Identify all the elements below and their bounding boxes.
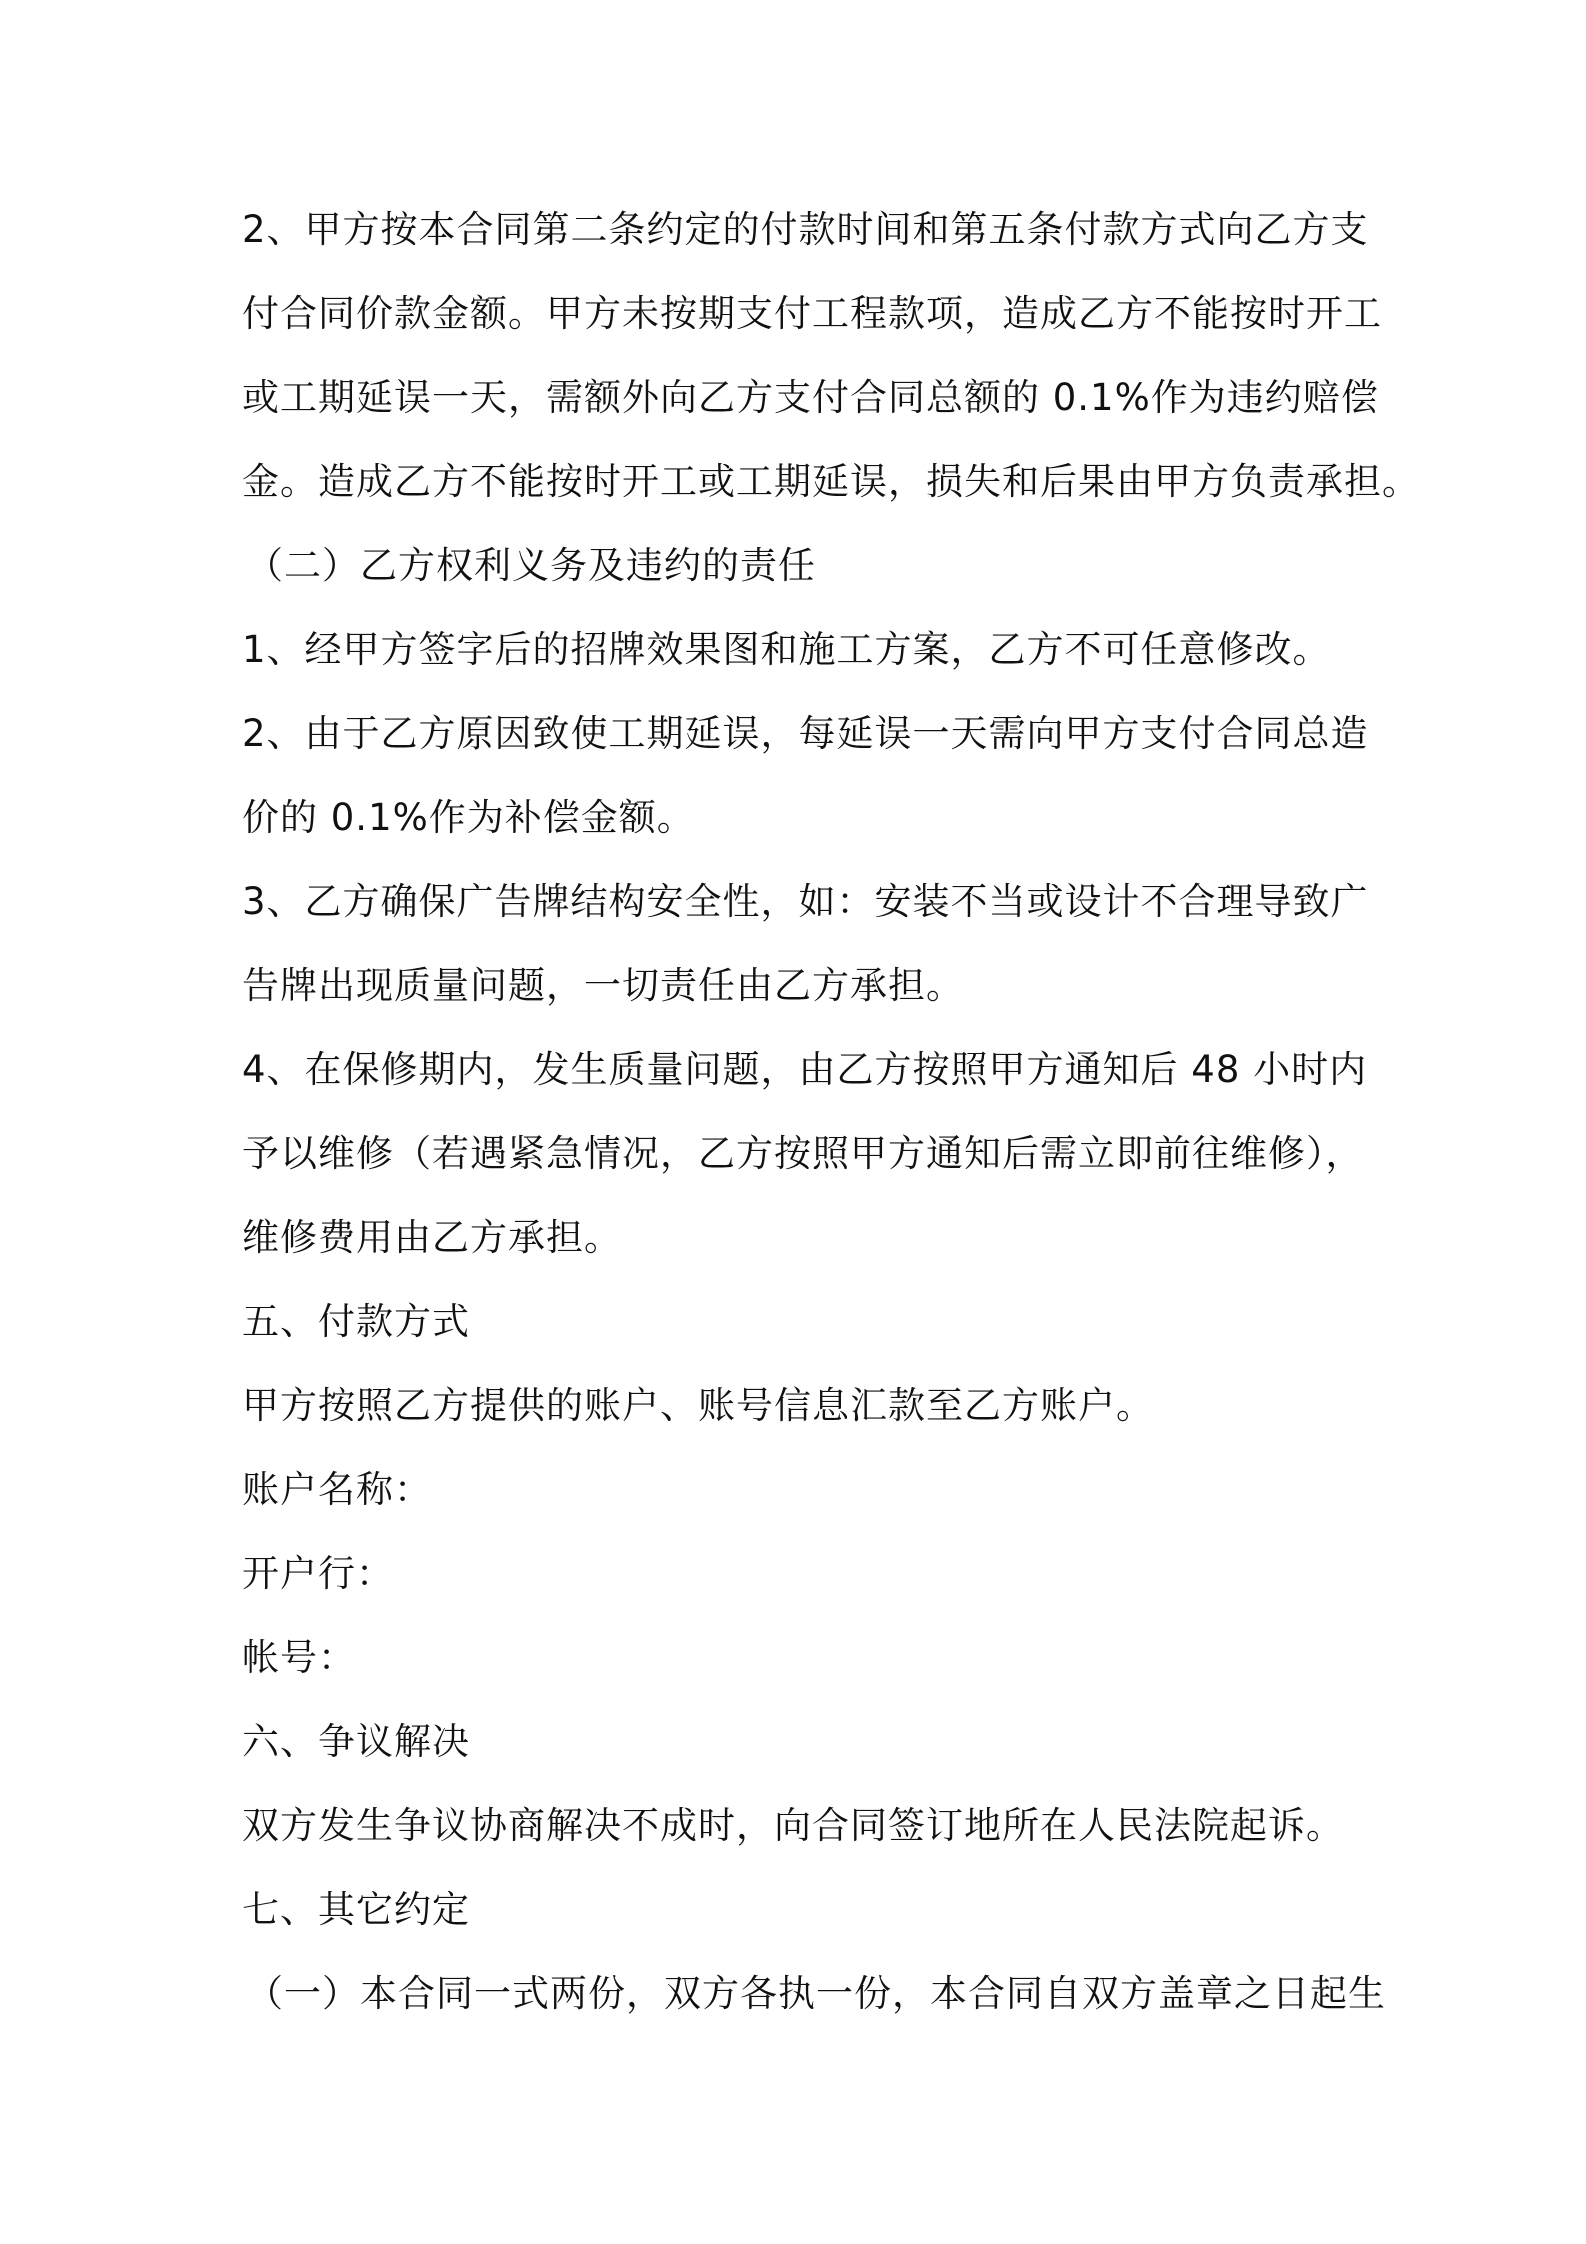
text-line: （一）本合同一式两份，双方各执一份，本合同自双方盖章之日起生 xyxy=(246,1972,1386,2015)
text-line: 2、甲方按本合同第二条约定的付款时间和第五条付款方式向乙方支 xyxy=(242,208,1369,251)
section-heading: （二）乙方权利义务及违约的责任 xyxy=(246,544,816,587)
text-line: 3、乙方确保广告牌结构安全性，如：安装不当或设计不合理导致广 xyxy=(242,880,1369,923)
text-line: 4、在保修期内，发生质量问题，由乙方按照甲方通知后 48 小时内 xyxy=(242,1048,1368,1091)
text-line: 告牌出现质量问题，一切责任由乙方承担。 xyxy=(242,964,964,1007)
text-line: 金。造成乙方不能按时开工或工期延误，损失和后果由甲方负责承担。 xyxy=(242,460,1420,503)
text-line: 双方发生争议协商解决不成时，向合同签订地所在人民法院起诉。 xyxy=(242,1804,1344,1847)
text-line: 予以维修（若遇紧急情况，乙方按照甲方通知后需立即前往维修）， xyxy=(242,1132,1364,1175)
account-number-label: 帐号： xyxy=(242,1636,356,1679)
text-line: 价的 0.1%作为补偿金额。 xyxy=(242,796,695,839)
text-line: 2、由于乙方原因致使工期延误，每延误一天需向甲方支付合同总造 xyxy=(242,712,1369,755)
text-line: 付合同价款金额。甲方未按期支付工程款项，造成乙方不能按时开工 xyxy=(242,292,1382,335)
text-line: 甲方按照乙方提供的账户、账号信息汇款至乙方账户。 xyxy=(242,1384,1154,1427)
section-heading: 六、争议解决 xyxy=(242,1720,470,1763)
section-heading: 五、付款方式 xyxy=(242,1300,470,1343)
section-heading: 七、其它约定 xyxy=(242,1888,470,1931)
text-line: 1、经甲方签字后的招牌效果图和施工方案，乙方不可任意修改。 xyxy=(242,628,1331,671)
text-line: 维修费用由乙方承担。 xyxy=(242,1216,622,1259)
text-line: 或工期延误一天，需额外向乙方支付合同总额的 0.1%作为违约赔偿 xyxy=(242,376,1379,419)
bank-label: 开户行： xyxy=(242,1552,394,1595)
account-name-label: 账户名称： xyxy=(242,1468,432,1511)
